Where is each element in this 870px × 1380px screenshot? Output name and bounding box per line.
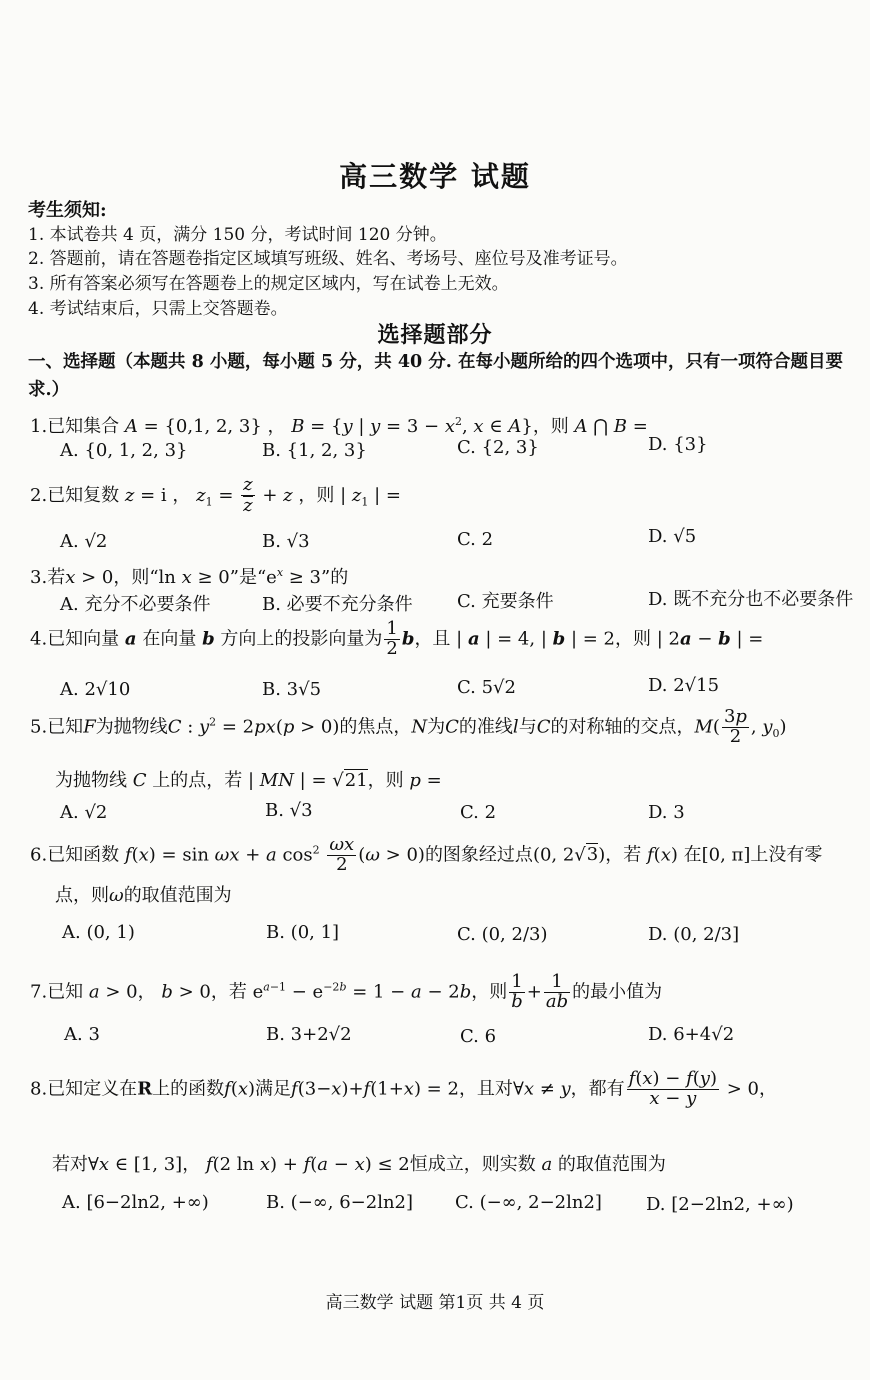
question-3: 3.若x > 0，则“ln x ≥ 0”是“$e^x \ge 3$”的 [30, 566, 349, 588]
notice-item: 2. 答题前，请在答题卷指定区域填写班级、姓名、考场号、座位号及准考证号。 [28, 249, 628, 269]
option: C. {2, 3} [457, 437, 539, 458]
option: C. 充要条件 [457, 591, 554, 612]
option: D. √5 [648, 526, 697, 547]
question-2: 2.已知复数 z = i ， $z_1$ = $\frac{z}{z}$ + z ，则 | $z_1$ | = [30, 474, 401, 516]
question-5-cont: 为抛物线 C 上的点，若 | MN | = √21，则 p = [55, 770, 442, 791]
option: D. 6+4√2 [648, 1024, 735, 1045]
option: A. [6−2ln2, +∞) [62, 1192, 209, 1213]
notice-heading: 考生须知: [28, 200, 107, 221]
notice-item: 1. 本试卷共 4 页，满分 150 分，考试时间 120 分钟。 [28, 225, 447, 245]
notice-item: 3. 所有答案必须写在答题卷上的规定区域内，写在试卷上无效。 [28, 274, 509, 294]
option: C. (−∞, 2−2ln2] [455, 1192, 602, 1213]
part-heading: 一、选择题（本题共 8 小题，每小题 5 分，共 40 分. 在每小题所给的四个选项中，只有一项符合题目要求.） [28, 352, 843, 400]
option: A. 3 [64, 1024, 100, 1045]
option: C. 6 [460, 1026, 497, 1047]
option: D. [2−2ln2, +∞) [646, 1194, 794, 1215]
option: C. (0, 2/3) [457, 924, 548, 945]
option: B. 3√5 [262, 679, 322, 700]
option: B. 必要不充分条件 [262, 594, 413, 615]
question-7: 7.已知 a > 0， b > 0，若 $e^{a-1} - e^{-2b} = 1 - a - 2b$，则 $\frac{1}{b}$ + $\frac{1}{ab}$ 的最小值为 [30, 971, 663, 1012]
option: D. {3} [648, 434, 708, 455]
question-8-cont: 若对∀x ∈ [1, 3]， f(2 ln x) + f(a − x) ≤ 2恒成立，则实数 a 的取值范围为 [52, 1154, 666, 1175]
option: A. (0, 1) [62, 922, 135, 943]
option: C. 2 [457, 529, 494, 550]
option: D. 2√15 [648, 675, 720, 696]
question-6-cont: 点，则ω的取值范围为 [55, 885, 232, 906]
question-4: 4.已知向量 a 在向量 b 方向上的投影向量为 $\frac{1}{2}$ b，且 | a | = 4, | b | = 2，则 | 2a − b | = [30, 618, 764, 659]
option: B. √3 [265, 800, 313, 821]
option: A. √2 [60, 802, 108, 823]
page-footer: 高三数学 试题 第1页 共 4 页 [325, 1293, 545, 1313]
page-title: 高三数学 试题 [339, 160, 531, 193]
option: B. {1, 2, 3} [262, 440, 367, 461]
option: D. 3 [648, 802, 685, 823]
option: A. 充分不必要条件 [60, 594, 211, 615]
option: B. 3+2√2 [266, 1024, 352, 1045]
option: C. 5√2 [457, 677, 516, 698]
option: B. (−∞, 6−2ln2] [266, 1192, 414, 1213]
option: B. (0, 1] [266, 922, 340, 943]
notice-item: 4. 考试结束后，只需上交答题卷。 [28, 299, 288, 319]
question-5: 5.已知F为抛物线C : $y^2 = 2px(p > 0)$的焦点，N为C的准线l与C的对称轴的交点，M( $\frac{3p}{2}$ , $y_0$) [30, 706, 787, 747]
section-title: 选择题部分 [377, 322, 493, 348]
option: C. 2 [460, 802, 497, 823]
question-1: 1.已知集合 A = {0,1, 2, 3} ， B = {y | $y = 3 - x^2$, x ∈ A}，则 A ⋂ B = [30, 415, 648, 437]
option: B. √3 [262, 531, 310, 552]
option: A. √2 [60, 531, 108, 552]
option: D. (0, 2/3] [648, 924, 740, 945]
option: A. {0, 1, 2, 3} [60, 440, 188, 461]
option: A. 2√10 [60, 679, 131, 700]
option: D. 既不充分也不必要条件 [648, 589, 854, 610]
question-8: 8.已知定义在R上的函数f(x)满足f(3−x)+f(1+x) = 2，且对∀x ≠ y，都有 $\frac{f(x) - f(y)}{x - y}$ > 0， [30, 1068, 777, 1109]
question-6: 6.已知函数 f(x) = sin ωx + a $\cos^2$ $\frac{\omega x}{2}$ (ω > 0)的图象经过点(0, 2√3)，若 f(x) 在[0, π]上没有零 [30, 834, 823, 875]
